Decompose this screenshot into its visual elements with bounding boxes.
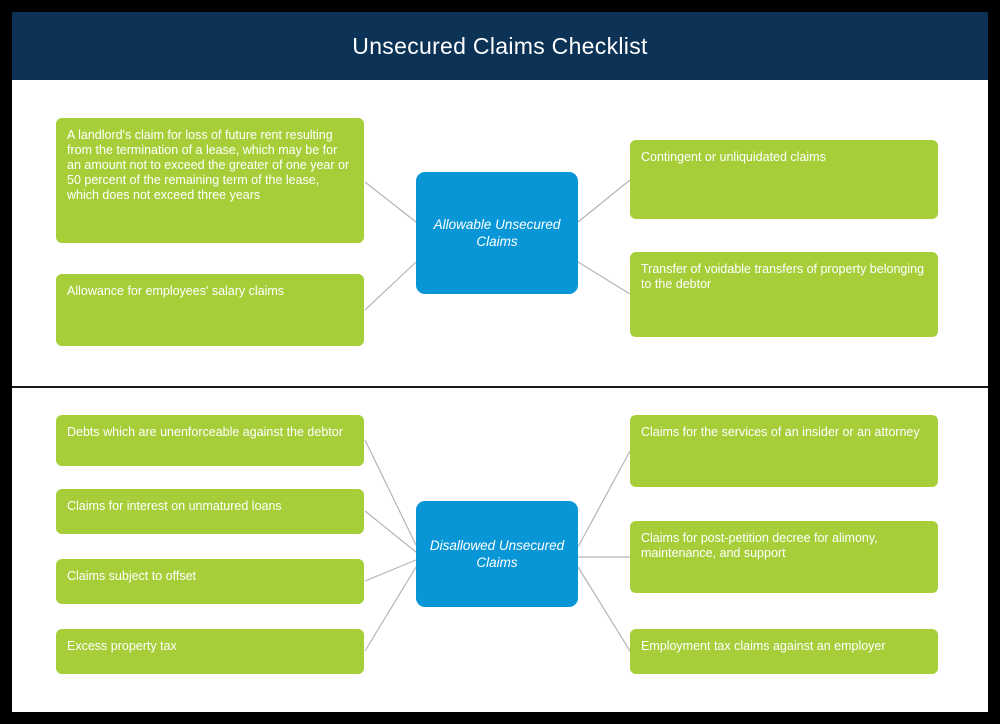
- claim-node-label: A landlord's claim for loss of future rent resulting from the termination of a lease, which may be for an amount not to exceed the greater of one year or 50 percent of the remaining term of the lease, which does not exceed three years: [67, 128, 350, 202]
- claim-node[interactable]: [56, 489, 364, 534]
- claim-node-label: Claims for post-petition decree for alimony, maintenance, and support: [641, 531, 878, 560]
- category-node-label: Allowable Unsecured Claims: [433, 217, 561, 249]
- claim-node[interactable]: [630, 140, 938, 219]
- claim-node-label: Contingent or unliquidated claims: [641, 150, 826, 164]
- claim-node[interactable]: [630, 415, 938, 487]
- claim-node[interactable]: [630, 252, 938, 337]
- claim-node-label: Transfer of voidable transfers of property belonging to the debtor: [641, 262, 925, 291]
- category-node-allowable[interactable]: [416, 172, 578, 294]
- page-header: [12, 12, 988, 80]
- claim-node[interactable]: [56, 559, 364, 604]
- claim-node[interactable]: [56, 629, 364, 674]
- claim-node-label: Claims subject to offset: [67, 569, 196, 583]
- diagram-page: [12, 12, 988, 712]
- claim-node-label: Debts which are unenforceable against the debtor: [67, 425, 343, 439]
- category-node-label: Disallowed Unsecured Claims: [429, 538, 565, 570]
- claim-node[interactable]: [56, 118, 364, 243]
- claim-node[interactable]: [630, 629, 938, 674]
- claim-node-label: Employment tax claims against an employer: [641, 639, 886, 653]
- claim-node-label: Allowance for employees' salary claims: [67, 284, 285, 298]
- claim-node[interactable]: [56, 274, 364, 346]
- page-title: Unsecured Claims Checklist: [352, 32, 648, 59]
- category-node-disallowed[interactable]: [416, 501, 578, 607]
- claim-node-label: Claims for interest on unmatured loans: [67, 499, 282, 513]
- claim-node[interactable]: [630, 521, 938, 593]
- section-divider: [12, 386, 988, 388]
- claim-node-label: Excess property tax: [67, 639, 177, 653]
- connector-lines: [12, 12, 988, 712]
- claim-node-label: Claims for the services of an insider or an attorney: [641, 425, 920, 439]
- claim-node[interactable]: [56, 415, 364, 466]
